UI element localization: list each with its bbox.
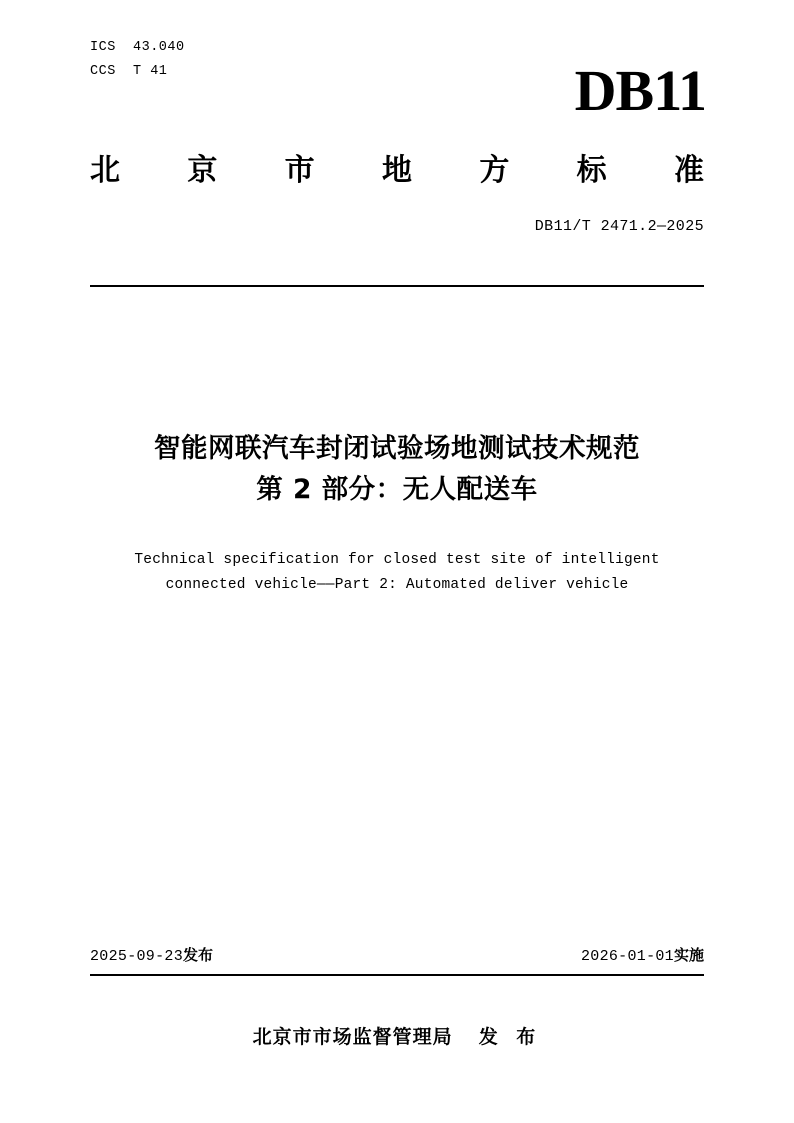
document-title-cn bbox=[60, 428, 734, 510]
series-char-0: 北 bbox=[90, 153, 120, 188]
issue-label: 发布 bbox=[183, 946, 214, 964]
header-divider bbox=[90, 285, 704, 287]
ics-code: ICS 43.040 bbox=[90, 40, 185, 55]
series-char-1: 京 bbox=[187, 153, 218, 188]
issue-date: 2025-09-23 bbox=[90, 948, 184, 965]
issue-date-group bbox=[90, 944, 213, 965]
series-char-6: 准 bbox=[673, 153, 704, 188]
effective-date-group bbox=[581, 944, 704, 965]
title-cn-line1: 智能网联汽车封闭试验场地测试技术规范 bbox=[154, 433, 640, 464]
title-en-line2: connected vehicle——Part 2: Automated deliver vehicle bbox=[165, 577, 629, 594]
effective-date: 2026-01-01 bbox=[580, 948, 674, 965]
issuer-line bbox=[0, 1022, 794, 1049]
standard-series-title bbox=[90, 145, 704, 189]
series-char-3: 地 bbox=[381, 153, 412, 188]
standard-number: DB11/T 2471.2—2025 bbox=[534, 218, 704, 235]
footer-divider bbox=[90, 974, 704, 976]
series-char-5: 标 bbox=[576, 153, 607, 188]
title-en-line1: Technical specification for closed test site of intelligent bbox=[134, 552, 660, 568]
classification-codes bbox=[90, 36, 185, 83]
title-cn-line2: 第 2 部分：无人配送车 bbox=[256, 474, 538, 506]
series-char-4: 方 bbox=[479, 153, 510, 188]
effective-label: 实施 bbox=[673, 946, 704, 964]
series-char-2: 市 bbox=[284, 153, 315, 188]
db11-logo: DB11 bbox=[574, 58, 706, 123]
ccs-code: CCS T 41 bbox=[90, 63, 168, 79]
issuer-action: 发 布 bbox=[478, 1026, 542, 1048]
issuer-name: 北京市市场监督管理局 bbox=[252, 1026, 453, 1048]
date-row bbox=[90, 944, 704, 965]
document-title-en bbox=[110, 548, 684, 599]
